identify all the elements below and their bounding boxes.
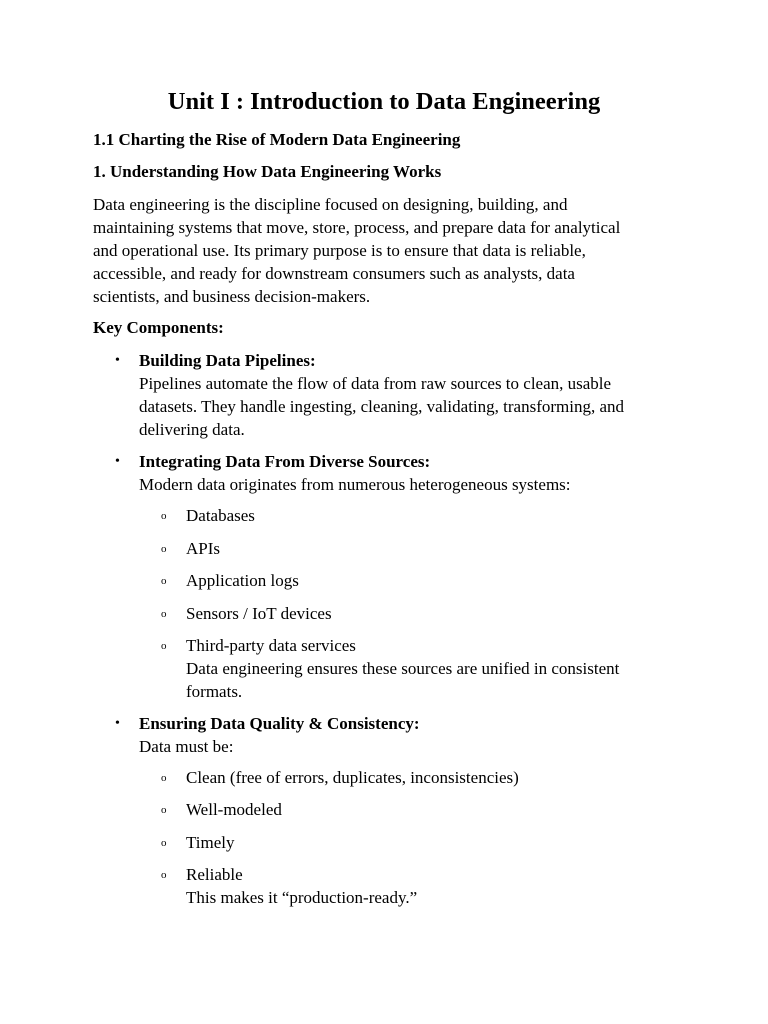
sub-list-item <box>186 602 332 625</box>
key-components-heading: Key Components: <box>93 318 224 337</box>
sub-list-item-label: Well-modeled <box>186 800 282 819</box>
bullet-icon: • <box>115 454 120 469</box>
sub-list-item-note: Data engineering ensures these sources are unified in consistent <box>186 659 620 678</box>
sub-list-item <box>186 766 519 789</box>
sub-list-item-label: Sensors / IoT devices <box>186 604 332 623</box>
sub-bullet-icon: o <box>161 837 167 849</box>
sub-list-item <box>186 798 282 821</box>
intro-paragraph <box>93 193 673 308</box>
sub-list-item <box>186 537 220 560</box>
intro-line: Data engineering is the discipline focused on designing, building, and <box>93 195 568 214</box>
sub-bullet-icon: o <box>161 575 167 587</box>
list-item-title: Building Data Pipelines: <box>139 351 316 370</box>
list-item-line: Modern data originates from numerous heterogeneous systems: <box>139 475 571 494</box>
sub-list-item <box>186 634 619 703</box>
sub-bullet-icon: o <box>161 608 167 620</box>
list-item-line: delivering data. <box>139 420 245 439</box>
sub-bullet-icon: o <box>161 804 167 816</box>
section-heading: 1.1 Charting the Rise of Modern Data Engineering <box>93 130 461 149</box>
intro-line: accessible, and ready for downstream consumers such as analysts, data <box>93 264 575 283</box>
intro-line: scientists, and business decision-makers. <box>93 287 371 306</box>
list-item-line: datasets. They handle ingesting, cleaning, validating, transforming, and <box>139 397 625 416</box>
sub-list-item <box>186 831 235 854</box>
sub-list-item <box>186 863 417 909</box>
list-item-line: Data must be: <box>139 737 234 756</box>
intro-line: maintaining systems that move, store, process, and prepare data for analytical <box>93 218 621 237</box>
sub-list-item-note: formats. <box>186 682 243 701</box>
sub-list-item-label: Reliable <box>186 865 243 884</box>
sub-list-item-label: Databases <box>186 506 255 525</box>
sub-bullet-icon: o <box>161 869 167 881</box>
list-item-title: Ensuring Data Quality & Consistency: <box>139 714 420 733</box>
list-item-building-pipelines <box>139 349 624 441</box>
sub-list-item-label: Application logs <box>186 571 299 590</box>
sub-list-item-label: Clean (free of errors, duplicates, inconsistencies) <box>186 768 519 787</box>
sub-list-item <box>186 504 255 527</box>
list-item-integrating-sources <box>139 450 571 496</box>
sub-list-item-note: This makes it “production-ready.” <box>186 888 418 907</box>
sub-bullet-icon: o <box>161 772 167 784</box>
bullet-icon: • <box>115 716 120 731</box>
page-title: Unit I : Introduction to Data Engineering <box>167 88 601 115</box>
list-item-data-quality <box>139 712 420 758</box>
sub-bullet-icon: o <box>161 640 167 652</box>
sub-list-item-label: Timely <box>186 833 235 852</box>
intro-line: and operational use. Its primary purpose is to ensure that data is reliable, <box>93 241 586 260</box>
sub-bullet-icon: o <box>161 510 167 522</box>
list-item-line: Pipelines automate the flow of data from raw sources to clean, usable <box>139 374 612 393</box>
sub-list-item-label: APIs <box>186 539 221 558</box>
subsection-heading: 1. Understanding How Data Engineering Works <box>93 162 442 181</box>
list-item-title: Integrating Data From Diverse Sources: <box>139 452 431 471</box>
bullet-icon: • <box>115 353 120 368</box>
sub-list-item <box>186 569 299 592</box>
sub-bullet-icon: o <box>161 543 167 555</box>
sub-list-item-label: Third-party data services <box>186 636 356 655</box>
